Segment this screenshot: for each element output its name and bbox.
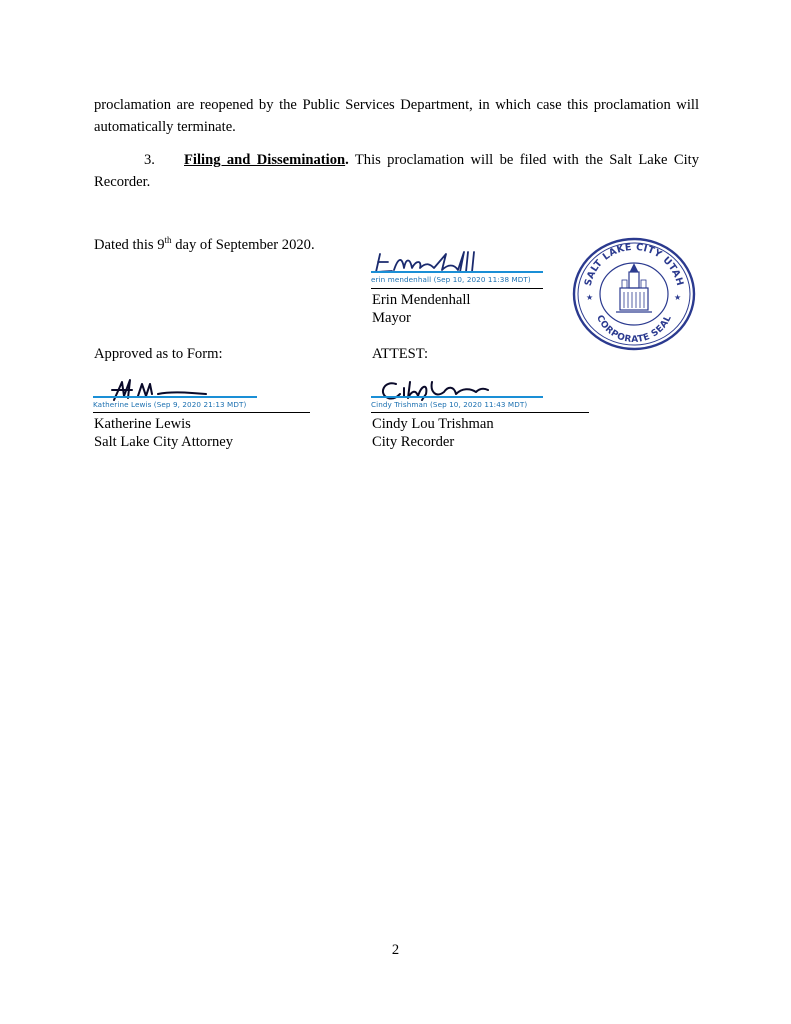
page-number: 2	[391, 942, 400, 958]
recorder-signature-bar	[371, 396, 543, 398]
mayor-signature-caption: erin mendenhall (Sep 10, 2020 11:38 MDT)	[371, 275, 531, 284]
mayor-name: Erin Mendenhall	[372, 292, 471, 308]
seal-top-text: SALT LAKE CITY UTAH	[582, 241, 686, 288]
section-heading: Filing and Dissemination	[184, 152, 346, 168]
mayor-title: Mayor	[372, 310, 411, 326]
section-text: This proclamation will be filed with the Salt Lake City Recorder.	[94, 152, 700, 190]
recorder-signature-line	[371, 412, 589, 413]
recorder-signature-caption: Cindy Trishman (Sep 10, 2020 11:43 MDT)	[371, 400, 528, 409]
approved-as-to-form-label: Approved as to Form:	[94, 346, 223, 362]
svg-text:★: ★	[674, 293, 682, 302]
section-number: 3.	[144, 152, 155, 168]
attorney-signature-caption: Katherine Lewis (Sep 9, 2020 21:13 MDT)	[93, 400, 247, 409]
mayor-signature-bar	[371, 271, 543, 273]
dated-prefix: Dated this 9	[94, 237, 165, 253]
attorney-title: Salt Lake City Attorney	[94, 434, 234, 450]
svg-text:CORPORATE SEAL	[594, 314, 674, 345]
svg-text:★: ★	[586, 293, 594, 302]
attorney-signature-line	[93, 412, 310, 413]
seal-bottom-text: CORPORATE SEAL	[594, 313, 674, 346]
dated-line	[94, 236, 315, 254]
attest-label: ATTEST:	[372, 346, 429, 362]
attorney-signature-ink	[108, 378, 218, 402]
mayor-signature-line	[371, 288, 543, 289]
recorder-title: City Recorder	[372, 434, 455, 450]
attorney-name: Katherine Lewis	[94, 416, 191, 432]
dated-ordinal: th	[164, 235, 172, 246]
dated-suffix: day of September 2020.	[171, 237, 315, 253]
attorney-signature-bar	[93, 396, 257, 398]
section-heading-period: .	[345, 152, 349, 168]
corporate-seal-icon	[570, 236, 698, 352]
paragraph-filing	[94, 149, 699, 193]
paragraph-continuation: proclamation are reopened by the Public Services Department, in which case this proclamation will automatically terminate.	[94, 97, 699, 135]
recorder-name: Cindy Lou Trishman	[372, 416, 494, 432]
